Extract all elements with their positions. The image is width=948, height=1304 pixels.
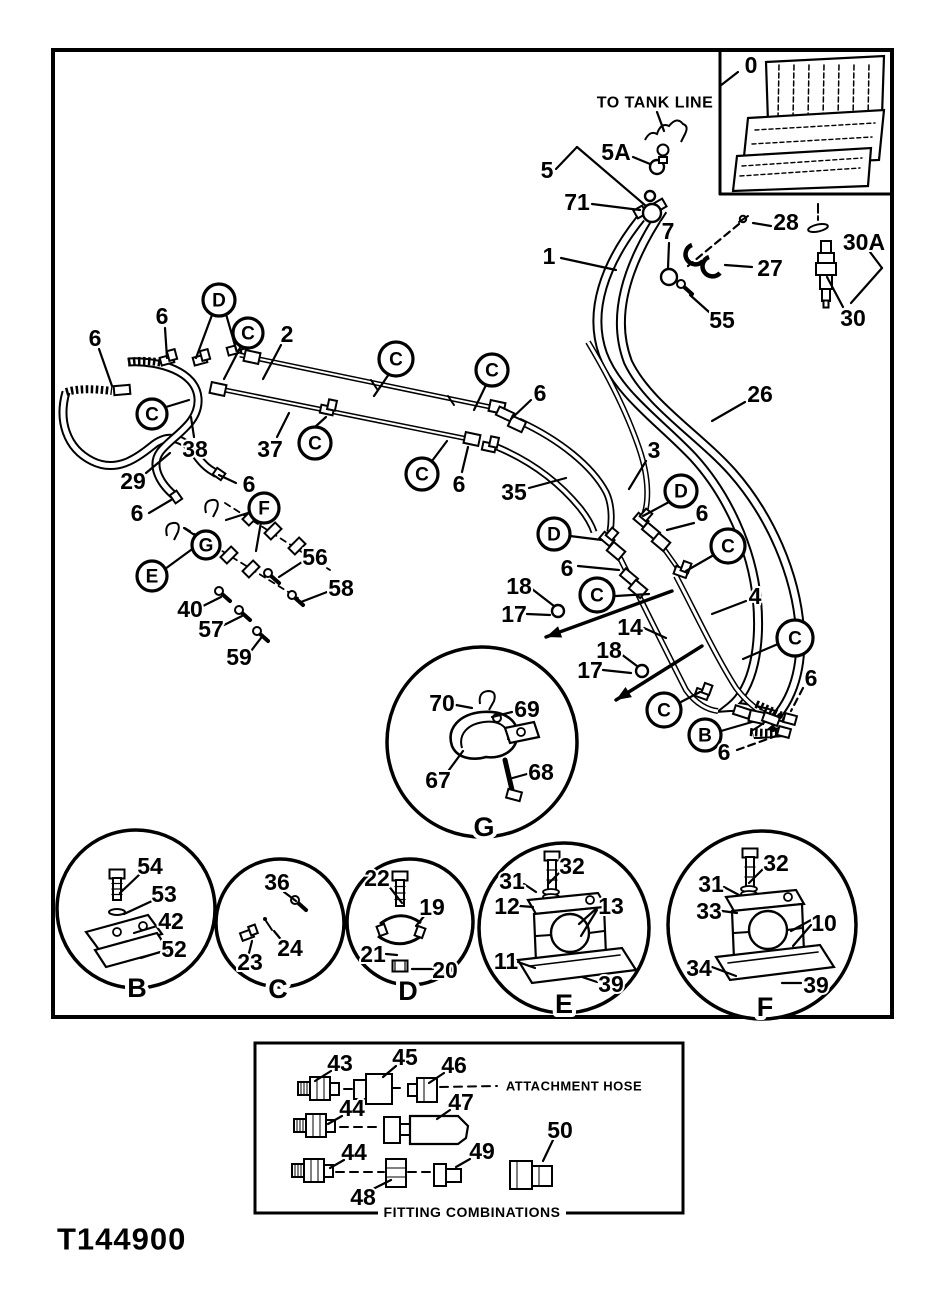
drawing-number: T144900 <box>57 1221 187 1257</box>
detail-view-label-f: F <box>756 992 774 1022</box>
fitting-30-icon <box>822 289 830 301</box>
leader-line <box>532 589 554 606</box>
leader-line <box>203 597 221 606</box>
leader-line <box>712 601 746 614</box>
detail-view-label-g: G <box>473 812 495 842</box>
leader-line <box>456 1159 470 1167</box>
nut-icon <box>244 350 261 364</box>
leader-line <box>251 638 261 651</box>
part-label-6: 6 <box>717 739 731 765</box>
callout-letter-c: C <box>415 464 429 486</box>
part-label-45: 45 <box>392 1044 418 1070</box>
o-ring-icon <box>636 665 648 677</box>
flange-hole <box>517 728 525 736</box>
leader-line <box>462 447 468 472</box>
part-label-21: 21 <box>360 941 386 967</box>
part-label-17: 17 <box>577 657 603 683</box>
part-label-2: 2 <box>280 321 294 347</box>
part-label-5: 5 <box>540 157 554 183</box>
hose-braid-icon <box>66 389 112 392</box>
flow-arrowhead <box>546 626 562 637</box>
plate-hole <box>784 893 792 901</box>
part-label-13: 13 <box>598 893 624 919</box>
screw-head-icon <box>288 591 296 599</box>
elbow-fitting-icon <box>248 925 258 936</box>
part-label-40: 40 <box>177 596 203 622</box>
leader-line <box>592 204 640 210</box>
part-label-52: 52 <box>161 936 187 962</box>
leader-line <box>668 243 669 268</box>
fitting-30-icon <box>824 301 829 308</box>
part-label-0: 0 <box>744 52 758 78</box>
part-label-18: 18 <box>506 573 532 599</box>
washer-icon <box>807 222 828 233</box>
part-label-32: 32 <box>763 850 789 876</box>
part-label-46: 46 <box>441 1052 467 1078</box>
part-label-37: 37 <box>257 436 283 462</box>
leader-line <box>633 157 650 164</box>
part-label-44: 44 <box>339 1095 365 1121</box>
callout-letter-c: C <box>389 349 403 371</box>
bolt-dot-icon <box>777 713 783 719</box>
leader-line <box>603 670 631 673</box>
part-label-34: 34 <box>686 955 712 981</box>
clamp-split <box>734 932 749 933</box>
union-50-icon <box>510 1161 532 1189</box>
part-label-14: 14 <box>617 614 643 640</box>
leader-line <box>621 654 637 666</box>
screw-head-icon <box>235 606 243 614</box>
hose-end-cap-icon <box>777 726 791 738</box>
detail-view-label-c: C <box>268 974 288 1004</box>
adapter-46-icon <box>417 1078 437 1102</box>
flow-arrowhead <box>616 687 632 700</box>
part-label-39: 39 <box>803 972 829 998</box>
part-label-19: 19 <box>419 894 445 920</box>
part-label-42: 42 <box>158 908 184 934</box>
part-label-4: 4 <box>748 583 762 609</box>
hose-clip-icon <box>166 523 179 540</box>
part-label-6: 6 <box>533 380 547 406</box>
hose-end-cap-icon <box>783 713 797 725</box>
part-label-6: 6 <box>130 500 144 526</box>
part-label-10: 10 <box>811 910 837 936</box>
leader-line <box>301 592 327 602</box>
part-label-48: 48 <box>350 1184 376 1210</box>
screw-head-icon <box>253 627 261 635</box>
leader-line <box>224 616 242 625</box>
clamp-bore <box>749 911 787 949</box>
adapter-47-icon <box>410 1116 468 1144</box>
leader-line <box>690 295 709 312</box>
clamp-split <box>536 935 551 936</box>
leader-line <box>721 722 752 731</box>
leader-line <box>149 500 171 513</box>
leader-line <box>386 954 397 955</box>
callout-letter-d: D <box>674 481 688 503</box>
elbow-fitting-icon <box>327 399 337 410</box>
part-label-33: 33 <box>696 898 722 924</box>
leader-line <box>99 349 112 386</box>
part-label-32: 32 <box>559 853 585 879</box>
elbow-fitting-icon <box>167 349 177 361</box>
connection-dash <box>440 1086 497 1087</box>
leader-line <box>165 328 167 358</box>
elbow-fitting-icon <box>702 683 713 695</box>
leader-line <box>616 594 649 596</box>
leader-line <box>851 268 882 303</box>
callout-letter-b: B <box>698 725 712 747</box>
clamp-half-icon <box>703 257 720 276</box>
to-tank-line-label: TO TANK LINE <box>596 94 714 112</box>
tank-clamp-icon <box>645 120 687 142</box>
union-50-icon <box>532 1166 552 1186</box>
part-label-57: 57 <box>198 616 224 642</box>
attachment-hose-label: ATTACHMENT HOSE <box>505 1078 643 1094</box>
fitting-combinations-label: FITTING COMBINATIONS <box>383 1204 561 1220</box>
part-label-12: 12 <box>494 893 520 919</box>
leader-line <box>277 413 289 437</box>
leader-line <box>166 400 189 407</box>
part-label-22: 22 <box>364 865 390 891</box>
leader-line <box>256 522 261 551</box>
adapter-fitting-icon <box>114 385 131 395</box>
callout-letter-c: C <box>657 700 671 722</box>
leader-line <box>667 523 694 530</box>
callout-letter-c: C <box>241 323 255 345</box>
part-label-23: 23 <box>237 949 263 975</box>
part-label-18: 18 <box>596 637 622 663</box>
leader-line <box>712 402 745 421</box>
part-label-28: 28 <box>773 209 799 235</box>
part-label-50: 50 <box>547 1117 573 1143</box>
part-label-26: 26 <box>747 381 773 407</box>
part-label-38: 38 <box>182 436 208 462</box>
part-label-56: 56 <box>302 544 328 570</box>
callout-letter-g: G <box>198 535 214 557</box>
leader-line <box>527 614 550 615</box>
part-label-36: 36 <box>264 869 290 895</box>
screw-head-icon <box>677 280 685 288</box>
callout-letter-c: C <box>145 404 159 426</box>
part-label-20: 20 <box>432 957 458 983</box>
adapter-49-icon <box>434 1164 446 1186</box>
adapter-47-icon <box>384 1117 400 1143</box>
part-label-30a: 30A <box>842 229 886 255</box>
hose-clip-icon <box>205 500 218 517</box>
tube-3-bore <box>588 342 647 520</box>
part-label-68: 68 <box>528 759 554 785</box>
leader-line <box>279 562 302 577</box>
leader-line <box>753 223 771 226</box>
washer-icon <box>109 909 125 915</box>
tank-clamp-icon <box>658 145 669 156</box>
callout-letter-d: D <box>212 290 226 312</box>
hose-fitting-icon <box>330 1083 339 1095</box>
part-label-49: 49 <box>469 1138 495 1164</box>
part-label-43: 43 <box>327 1050 353 1076</box>
part-label-6: 6 <box>155 303 169 329</box>
part-label-31: 31 <box>499 868 525 894</box>
clamp-hole <box>113 928 121 936</box>
hose-fitting-icon <box>306 1114 326 1137</box>
adapter-46-icon <box>408 1084 417 1096</box>
part-label-7: 7 <box>661 218 675 244</box>
part-label-71: 71 <box>564 189 590 215</box>
part-label-29: 29 <box>120 468 146 494</box>
callout-letter-f: F <box>258 498 270 520</box>
part-label-31: 31 <box>698 871 724 897</box>
diagram-generated-layer <box>53 50 892 1213</box>
part-label-6: 6 <box>695 500 709 526</box>
part-label-3: 3 <box>647 437 661 463</box>
screw-head-icon <box>264 569 272 577</box>
elbow-fitting-icon <box>200 349 210 361</box>
part-label-6: 6 <box>242 471 256 497</box>
fitting-30-icon <box>821 241 831 253</box>
part-label-6: 6 <box>452 471 466 497</box>
hose-3-lower-bore <box>519 421 611 532</box>
leader-line <box>165 547 195 569</box>
part-label-69: 69 <box>514 696 540 722</box>
part-label-11: 11 <box>493 948 519 974</box>
screw-head-icon <box>215 587 223 595</box>
leader-line <box>720 72 738 86</box>
part-label-1: 1 <box>542 243 556 269</box>
leader-line <box>725 265 752 267</box>
part-label-6: 6 <box>804 665 818 691</box>
adapter-45-icon <box>366 1074 392 1104</box>
hose-fitting-icon <box>304 1159 324 1182</box>
clamp-half-icon <box>221 547 238 564</box>
part-label-54: 54 <box>137 853 163 879</box>
leader-line <box>511 400 531 419</box>
callout-letter-c: C <box>485 360 499 382</box>
nut-icon <box>210 382 227 396</box>
part-label-70: 70 <box>429 690 455 716</box>
callout-letter-e: E <box>145 566 159 588</box>
clamp-half-icon <box>243 561 260 578</box>
bolt-dot-icon <box>770 726 776 732</box>
tank-clamp-icon <box>659 157 667 163</box>
part-label-6: 6 <box>560 555 574 581</box>
part-label-53: 53 <box>151 881 177 907</box>
detail-view-label-d: D <box>398 976 418 1006</box>
part-label-5a: 5A <box>601 139 631 165</box>
leader-line <box>570 536 602 540</box>
callout-letter-c: C <box>590 585 604 607</box>
fitting-30-icon <box>818 253 834 263</box>
part-label-17: 17 <box>501 601 527 627</box>
part-label-6: 6 <box>88 325 102 351</box>
nut-48-icon <box>386 1159 406 1187</box>
hose-fitting-icon <box>310 1077 330 1100</box>
pin-icon <box>263 917 267 921</box>
adapter-47-icon <box>400 1124 410 1135</box>
o-ring-icon <box>645 191 655 201</box>
o-ring-icon <box>661 269 677 285</box>
part-label-58: 58 <box>328 575 354 601</box>
callout-letter-c: C <box>788 628 802 650</box>
leader-line <box>432 441 447 461</box>
part-label-39: 39 <box>598 971 624 997</box>
leader-line <box>520 906 533 907</box>
fitting-30-icon <box>816 263 836 275</box>
tube-3 <box>588 342 647 520</box>
clamp-half-icon <box>265 523 282 540</box>
detail-view-label-e: E <box>554 989 574 1019</box>
part-label-47: 47 <box>448 1089 474 1115</box>
part-label-55: 55 <box>709 307 735 333</box>
part-label-24: 24 <box>277 935 303 961</box>
leader-line <box>543 1140 553 1161</box>
plate-hole <box>586 896 594 904</box>
part-label-67: 67 <box>425 767 451 793</box>
adapter-49-icon <box>446 1169 461 1182</box>
nut-icon <box>464 432 481 446</box>
machine-thumbnail <box>733 148 871 191</box>
part-label-30: 30 <box>840 305 866 331</box>
leader-line <box>556 147 577 169</box>
leader-line <box>688 224 739 266</box>
callout-letter-d: D <box>547 524 561 546</box>
leader-line <box>578 566 619 570</box>
detail-view-label-b: B <box>127 973 147 1003</box>
part-label-35: 35 <box>501 479 527 505</box>
part-label-59: 59 <box>226 644 252 670</box>
callout-letter-c: C <box>308 433 322 455</box>
part-label-44: 44 <box>341 1139 367 1165</box>
elbow-fitting-icon <box>489 436 499 447</box>
callout-letter-c: C <box>721 536 735 558</box>
part-label-27: 27 <box>757 255 783 281</box>
